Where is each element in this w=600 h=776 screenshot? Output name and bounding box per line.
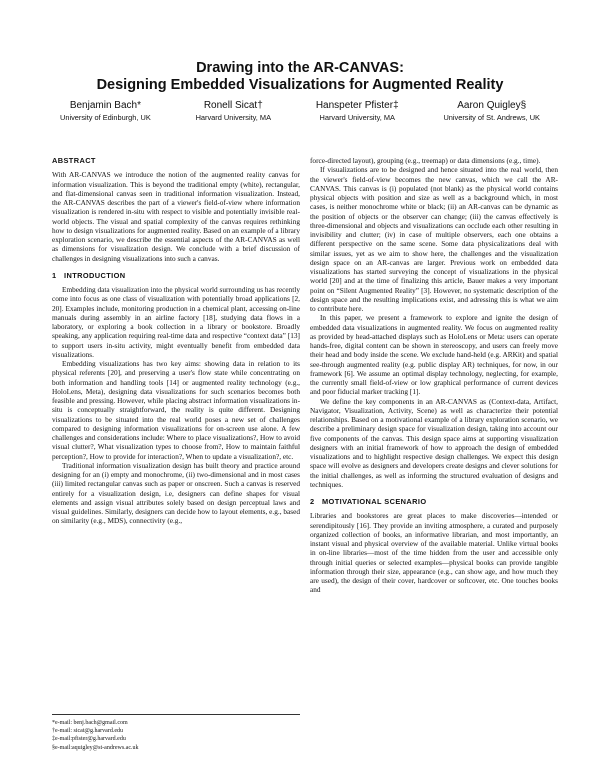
footnotes [52, 714, 300, 752]
motivation-heading [310, 497, 558, 506]
author-3 [316, 100, 399, 123]
author-name: Aaron Quigley§ [457, 100, 527, 111]
author-2 [196, 100, 271, 123]
footnote-2: †e-mail: sicat@g.harvard.edu [52, 728, 123, 735]
right-paragraph-1: force-directed layout), grouping (e.g., treemap) or data dimensions (e.g., time). [310, 156, 541, 165]
intro-paragraph-1: Embedding data visualization into the physical world surrounding us has recently come into focus as one class of visualization with potentially broad applications [2, 20]. Examples include, monitoring production in a chemical plant, accessing on-line manuals during assembly in an airline factory [18], studying data flows in a laboratory, or exploring a book collection in a library or bookstore. Broadly speaking, any application requiring real-time data and respective “context data” [13] to support users in-situ activity, might eventually benefit from embedded data visualizations. [52, 285, 300, 359]
intro-heading [52, 271, 300, 280]
section-title: INTRODUCTION [64, 270, 126, 280]
section-title: MOTIVATIONAL SCENARIO [322, 497, 427, 506]
intro-paragraph-3: Traditional information visualization design has built theory and practice around designing for an (i) empty and monochrome, (ii) two-dimensional and in most cases (iii) limited rectangular canvas such as paper or onscreen. Such a canvas is reserved entirely for a visualization design, i.e, designers can define shapes for visual elements and assign visual attributes solely based on design perceptual laws and visual guidelines. Similarly, designers can decide how to layout elements, e.g., based on similarity (e.g., MDS), connectivity (e.g., [52, 460, 300, 526]
title-line-2: Designing Embedded Visualizations for Augmented Reality [96, 77, 504, 93]
intro-paragraph-2: Embedding visualizations has two key aims: showing data in relation to its physical referents [20], and preserving a user's flow state while concentrating on both information and handling tools [14] or augmented reality technology (e.g., HoloLens, Meta), designing data visualizations for such scenarios becomes both feasible and pressing. However, while placing abstract information visualizations in-situ is conceptually straightforward, the reality is quite different. Designing visualizations to be situated into the real world poses a new set of challenges compared to designing information visualizations for on-screen use alone. A few challenges and considerations include: Where to place visualizations?, How to avoid visual clutter?, What visualization types to choose from?, How to maintain faithful perception?, How to provide for interaction?, When to update a visualization?, etc. [52, 359, 300, 461]
section-number: 2 [310, 497, 315, 506]
footnote-4: §e-mail:aquigley@st-andrews.ac.uk [52, 744, 139, 751]
abstract-text: With AR-CANVAS we introduce the notion of the augmented reality canvas for information visualization. This is beyond the traditional empty (white), rectangular, and flat-dimensional canvas seen in traditional information visualization. Instead, the AR-CANVAS describes the part of a viewer's field-of-view where information visualization is rendered in-situ with respect to visible and potentially invisible real-world objects. The visual and spatial complexity of the canvas requires rethinking how to design visualizations for augmented reality. Based on an example of a library exploration scenario, we describe the essential aspects of the AR-CANVAS as well as dimensions for visualization design. We conclude with a brief discussion of challenges in designing visualizations into such a canvas. [52, 170, 300, 263]
author-4 [443, 100, 540, 123]
author-affiliation: Harvard University, MA [195, 113, 272, 122]
section-number: 1 [52, 270, 57, 280]
author-name: Ronell Sicat† [203, 100, 263, 111]
abstract-heading: ABSTRACT [52, 156, 96, 165]
author-1 [60, 100, 151, 123]
author-name: Benjamin Bach* [69, 100, 141, 111]
author-list [60, 100, 540, 123]
author-affiliation: University of St. Andrews, UK [443, 113, 540, 122]
right-paragraph-2: If visualizations are to be designed and hence situated into the real world, then the viewer's field-of-view becomes the new canvas, which we call the AR-CANVAS. This canvas is (i) populated (not blank) as the physical world contains physical objects with position and size as well as a background which, in most cases, is neither monochrome white or black; (ii) an AR-canvas can be dynamic as the position of objects or the observer can change; (iii) the canvas effectively is three-dimensional and objects and visualizations can occlude each other resulting in invisibility and clutter; (iv) in case of multiple observers, each one obtains a different perspective on the same scene. Some data physicalizations deal with similar issues, yet as we aim to show here, the challenges and the visualization design space on an AR-canvas are larger. Previous work on embedded data visualizations has started surveying the concept of visualizations in the physical world [20] and at the time of finalizing this article, Bauer makes a very important point on “Silent Augmented Reality” [3]. However, no systematic description of the design space and the resulting implications exist, and adressing this is what we aim to contribute here. [310, 165, 558, 313]
author-affiliation: University of Edinburgh, UK [60, 113, 151, 122]
left-column [52, 156, 300, 526]
footnote-1: *e-mail: benj.bach@gmail.com [52, 720, 128, 726]
right-paragraph-3: In this paper, we present a framework to explore and ignite the design of embedded data visualizations in augmented reality. We focus on augmented reality as provided by head-attached displays such as HoloLens or Meta: users can operate hands-free, digital content can be shown in stereoscopy, and users can freely move their head and body inside the scene. We exclude hand-held (e.g. ARKit) and spatial see-through augmented reality (e.g. public display AR) techniques, for now, in our framework [6]. We assume an optimal display technology, neglecting, for example, the currently small field-of-view or low graphical performance of current devices and poor fiducial marker tracking [1]. [310, 313, 558, 397]
right-paragraph-4: We define the key components in an AR-CANVAS as (Context-data, Artifact, Navigator, Visualization, Activity, Scene) as well as characterize their potential relationships. Based on a motivational example of a library exploration scenario, we describe a preliminary design space for visualization design, taking into account our five components of the canvas. This design space aims at supporting visualization designers with an initial framework of how to approach the design of embedded visualizations and to highlight respective design challenges. We expect this design space will evolve as designers and developers create designs and clever solutions for the initial challenges, as well as informing the structured evaluation of designs and techniques. [310, 396, 558, 489]
footnote-3: ‡e-mail:pfister@g.harvard.edu [52, 736, 126, 743]
right-column [310, 156, 558, 595]
author-affiliation: Harvard University, MA [319, 113, 395, 122]
motivation-paragraph-1: Libraries and bookstores are great places to make discoveries—intended or serendipitously [16]. They provide an inviting atmosphere, a curated and purposely organized collection of books, an informative librarian, and most importantly, an instant visual and physical overview of the available material. Unlike virtual books in on-line libraries—most of the time hidden from the user and accessible only through initial queries or selected examples—physical books can provide tangible information through their size, appearance (e.g., can show age, and how much they are used), the design of their cover, hardcover or softcover, etc. One touches books and [310, 511, 558, 595]
author-name: Hanspeter Pfister‡ [315, 100, 399, 111]
title-line-1: Drawing into the AR-CANVAS: [196, 60, 404, 76]
paper-title [0, 60, 600, 94]
